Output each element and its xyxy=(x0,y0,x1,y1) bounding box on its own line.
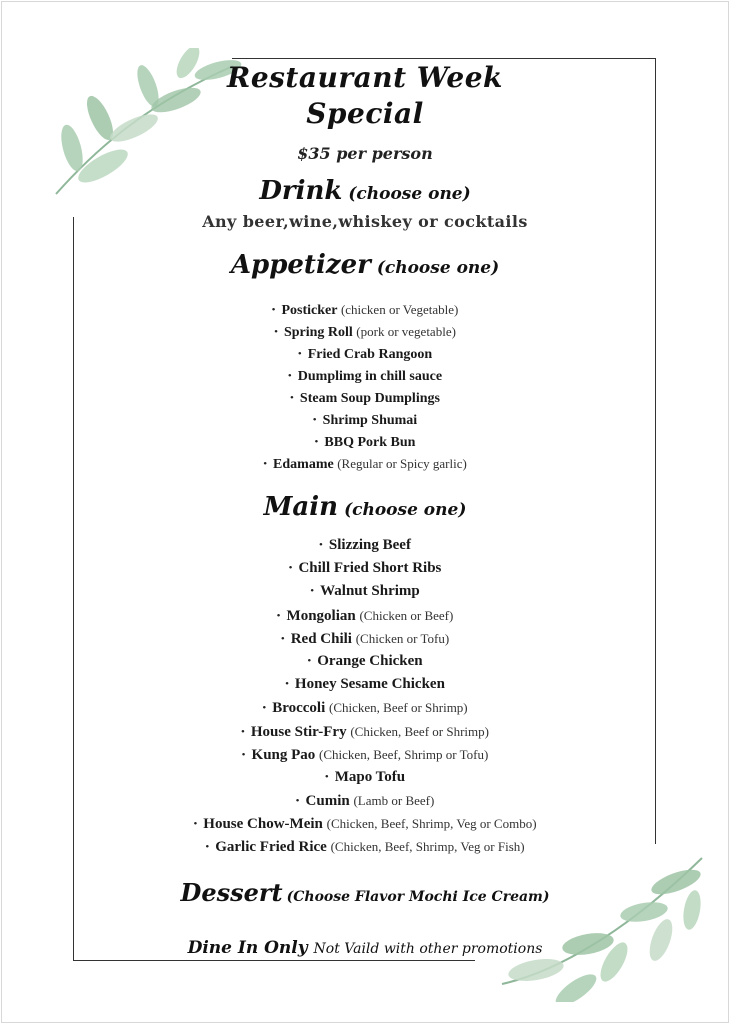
price-label: $35 per person xyxy=(297,144,433,163)
drink-heading xyxy=(0,176,730,206)
menu-item-note: (Regular or Spicy garlic) xyxy=(337,456,467,471)
drink-heading-text: Drink xyxy=(259,176,343,206)
dessert-note: (Choose Flavor Mochi Ice Cream) xyxy=(286,889,550,905)
menu-item-name: Spring Roll xyxy=(283,325,353,340)
bullet-icon: • xyxy=(297,348,302,360)
menu-item-name: Chill Fried Short Ribs xyxy=(298,560,442,577)
bullet-icon: • xyxy=(241,748,246,761)
menu-item xyxy=(0,743,730,766)
menu-item-name: Walnut Shrimp xyxy=(320,583,420,600)
leaf-branch-icon xyxy=(496,852,710,1002)
menu-item-name: Red Chili xyxy=(290,630,352,647)
menu-item-note: (Chicken or Beef) xyxy=(359,607,454,623)
bullet-icon: • xyxy=(319,539,323,551)
menu-item xyxy=(0,580,730,603)
promo-disclaimer: Not Vaild with other promotions xyxy=(313,941,543,957)
menu-item xyxy=(0,321,730,343)
menu-item xyxy=(0,604,730,627)
menu-item xyxy=(0,299,730,321)
menu-item-name: Mongolian xyxy=(286,607,356,624)
menu-item-name: BBQ Pork Bun xyxy=(324,435,416,450)
menu-item xyxy=(0,627,730,650)
menu-item-name: Mapo Tofu xyxy=(334,768,406,785)
bullet-icon: • xyxy=(276,609,281,622)
menu-item xyxy=(0,431,730,453)
menu-item-name: Orange Chicken xyxy=(317,652,423,669)
menu-item-name: Fried Crab Rangoon xyxy=(307,347,433,362)
menu-item-name: Dumplimg in chill sauce xyxy=(297,369,443,384)
bullet-icon: • xyxy=(205,841,210,854)
bullet-icon: • xyxy=(193,818,198,831)
appetizer-choose: (choose one) xyxy=(376,258,500,278)
menu-item xyxy=(0,673,730,696)
menu-item-note: (pork or vegetable) xyxy=(356,324,456,339)
title-line-2: Special xyxy=(306,97,424,130)
menu-item-note: (Chicken, Beef, Shrimp or Tofu) xyxy=(319,746,489,762)
bullet-icon: • xyxy=(262,702,267,715)
menu-item xyxy=(0,720,730,743)
menu-item xyxy=(0,696,730,719)
frame-line-bottom xyxy=(73,960,475,961)
menu-item-name: Honey Sesame Chicken xyxy=(294,676,445,693)
dessert-heading-text: Dessert xyxy=(180,878,283,907)
menu-item-name: Steam Soup Dumplings xyxy=(299,391,440,406)
appetizer-heading-text: Appetizer xyxy=(230,250,371,280)
menu-item-name: Posticker xyxy=(281,303,338,318)
menu-item-name: Edamame xyxy=(273,457,334,472)
menu-item-name: House Stir-Fry xyxy=(250,723,347,740)
bullet-icon: • xyxy=(263,458,268,470)
menu-item-name: House Chow-Mein xyxy=(203,816,323,833)
drink-description: Any beer,wine,whiskey or cocktails xyxy=(202,212,528,231)
main-heading xyxy=(0,492,730,522)
menu-item xyxy=(0,789,730,812)
bullet-icon: • xyxy=(274,326,278,338)
bullet-icon: • xyxy=(285,678,289,691)
footer-note xyxy=(0,938,730,958)
menu-item xyxy=(0,453,730,475)
menu-item xyxy=(0,557,730,580)
menu-item xyxy=(0,534,730,557)
drink-choose: (choose one) xyxy=(348,184,471,204)
bullet-icon: • xyxy=(324,770,329,783)
bullet-icon: • xyxy=(288,562,293,575)
menu-item xyxy=(0,409,730,431)
bullet-icon: • xyxy=(241,725,245,738)
bullet-icon: • xyxy=(307,654,312,667)
bullet-icon: • xyxy=(314,436,319,448)
dine-in-only: Dine In Only xyxy=(187,938,308,958)
main-heading-text: Main xyxy=(263,492,339,522)
menu-item xyxy=(0,766,730,789)
menu-item-note: (Chicken, Beef, Shrimp, Veg or Combo) xyxy=(326,816,537,832)
menu-item-note: (Chicken, Beef, Shrimp, Veg or Fish) xyxy=(330,839,525,855)
menu-item xyxy=(0,365,730,387)
bullet-icon: • xyxy=(295,795,300,808)
appetizer-heading xyxy=(0,250,730,280)
menu-item-name: Slizzing Beef xyxy=(328,537,411,553)
title-line-1: Restaurant Week xyxy=(227,61,503,94)
menu-item-note: (Chicken, Beef or Shrimp) xyxy=(350,723,489,739)
menu-item xyxy=(0,835,730,858)
menu-title xyxy=(0,60,730,132)
bullet-icon: • xyxy=(271,304,276,316)
bullet-icon: • xyxy=(280,632,285,645)
menu-item xyxy=(0,812,730,835)
menu-item-note: (Chicken, Beef or Shrimp) xyxy=(329,700,468,716)
menu-item-note: (chicken or Vegetable) xyxy=(340,302,459,317)
main-list xyxy=(0,534,730,859)
frame-line-top xyxy=(232,58,656,59)
menu-item-name: Shrimp Shumai xyxy=(322,413,418,428)
menu-item-note: (Lamb or Beef) xyxy=(353,793,435,809)
menu-item xyxy=(0,343,730,365)
menu-item xyxy=(0,387,730,409)
menu-item-name: Cumin xyxy=(305,793,350,810)
main-choose: (choose one) xyxy=(344,500,467,520)
bullet-icon: • xyxy=(312,414,317,426)
menu-item-note: (Chicken or Tofu) xyxy=(355,630,450,646)
bullet-icon: • xyxy=(310,585,315,598)
menu-item-name: Broccoli xyxy=(272,700,326,717)
menu-item xyxy=(0,650,730,673)
bullet-icon: • xyxy=(287,370,292,382)
menu-item-name: Garlic Fried Rice xyxy=(215,839,327,856)
menu-item-name: Kung Pao xyxy=(251,746,316,763)
bullet-icon: • xyxy=(290,392,294,404)
appetizer-list xyxy=(0,299,730,475)
dessert-heading xyxy=(0,878,730,907)
